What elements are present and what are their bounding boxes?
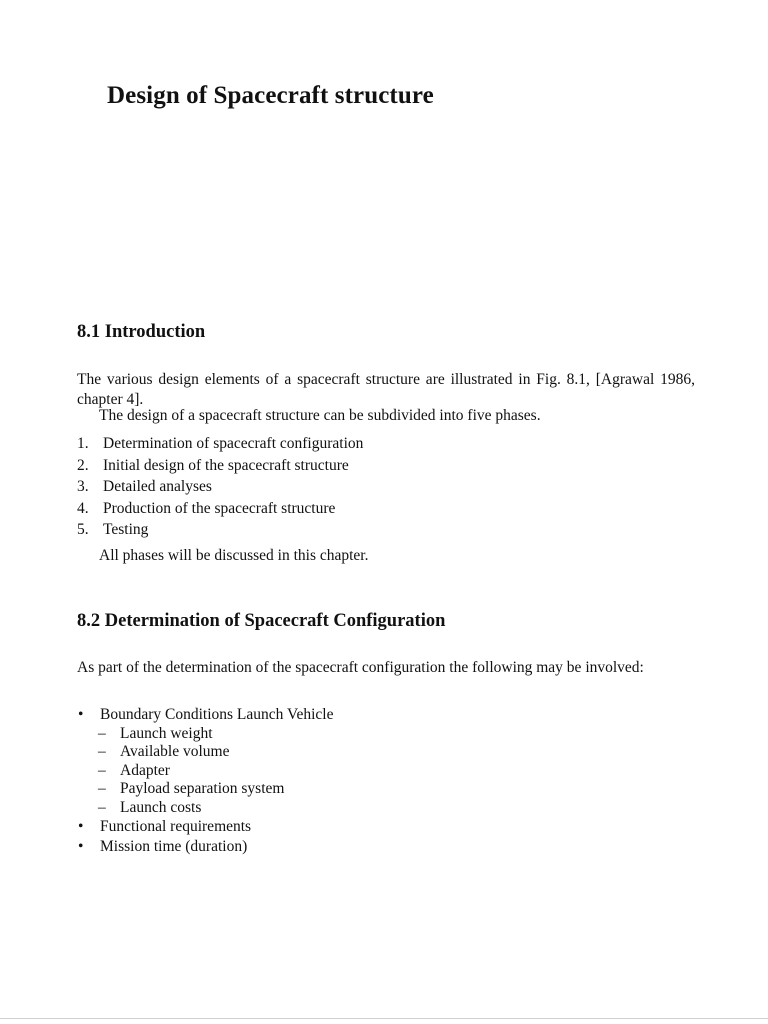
list-item: 4. Production of the spacecraft structure (77, 499, 336, 517)
configuration-paragraph: As part of the determination of the spacecraft configuration the following may be involved: (77, 659, 644, 676)
chapter-title: Design of Spacecraft structure (107, 82, 434, 109)
dash-icon: – (98, 725, 106, 742)
list-item: – Adapter (98, 761, 170, 779)
list-item: • Boundary Conditions Launch Vehicle – Launch weight – Available volume – Adapter – Payload separation system – Launch costs (78, 706, 334, 816)
dash-icon: – (98, 761, 106, 779)
list-item: • Functional requirements (78, 818, 252, 836)
phases-intro-paragraph: The design of a spacecraft structure can be subdivided into five phases. (99, 407, 541, 424)
phases-list (77, 433, 363, 541)
section-heading-configuration: 8.2 Determination of Spacecraft Configuration (77, 611, 446, 631)
list-item: – Launch weight (98, 725, 213, 742)
dash-icon: – (98, 798, 106, 816)
list-item: 2. Initial design of the spacecraft structure (77, 456, 349, 474)
bullet-icon: • (78, 818, 84, 836)
section-heading-introduction: 8.1 Introduction (77, 322, 206, 342)
launch-vehicle-sublist (98, 725, 333, 817)
page-bottom-divider (0, 1018, 768, 1019)
dash-icon: – (98, 743, 106, 761)
list-item: 3. Detailed analyses (77, 478, 212, 496)
dash-icon: – (98, 780, 106, 798)
bullet-icon: • (78, 706, 84, 723)
list-item: • Mission time (duration) (78, 838, 248, 856)
closing-sentence: All phases will be discussed in this chapter. (99, 547, 369, 564)
list-item: – Launch costs (98, 798, 202, 816)
list-item: 5. Testing (77, 521, 149, 539)
configuration-bullet-list (77, 705, 333, 857)
list-item: – Payload separation system (98, 780, 285, 798)
list-item: – Available volume (98, 743, 230, 761)
intro-paragraph: The various design elements of a spacecraft structure are illustrated in Fig. 8.1, [Agrawal 1986, chapter 4]. (77, 371, 695, 408)
bullet-icon: • (78, 838, 84, 856)
list-item: 1. Determination of spacecraft configuration (77, 435, 364, 452)
